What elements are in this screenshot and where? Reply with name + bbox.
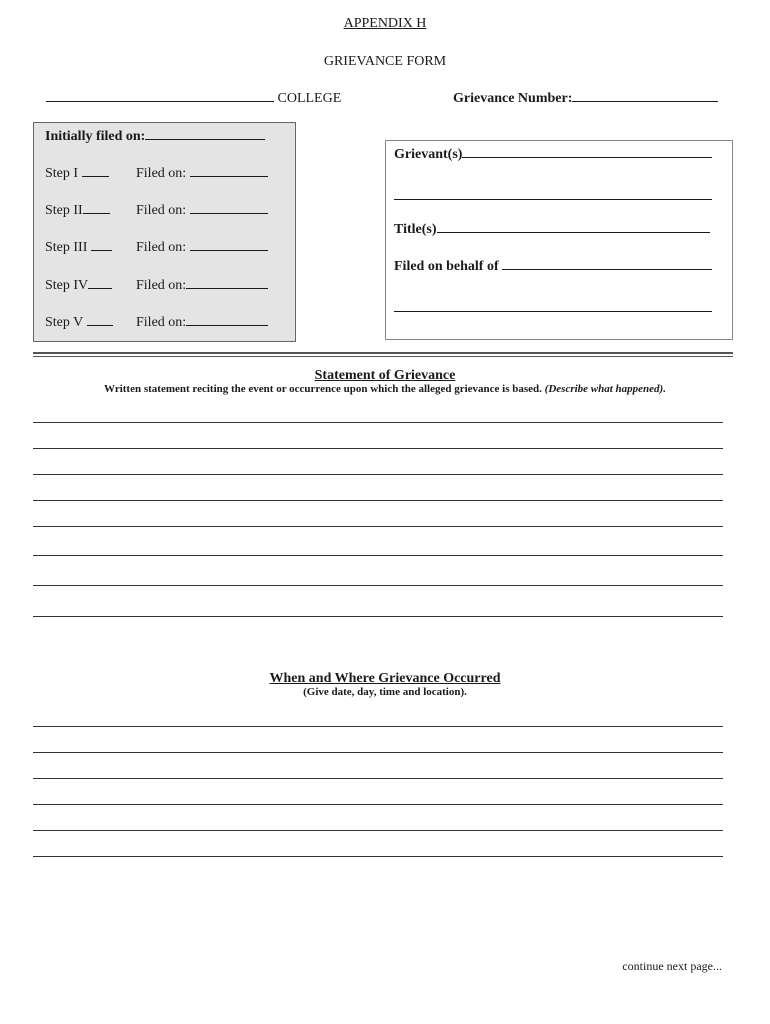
continue-note: continue next page... [622, 959, 722, 973]
when-where-line[interactable] [33, 856, 723, 857]
filed-on-label: Filed on: [136, 315, 187, 330]
grievants-label: Grievant(s) [394, 147, 463, 162]
filed-on-label: Filed on: [136, 203, 187, 218]
step-label: Step I [45, 166, 79, 181]
filed-on-field[interactable] [190, 250, 268, 251]
college-name-field[interactable] [46, 101, 274, 102]
college-label: COLLEGE [277, 91, 342, 106]
filed-on-field[interactable] [186, 288, 268, 289]
step-label: Step II [45, 203, 83, 218]
statement-line[interactable] [33, 500, 723, 501]
initially-filed-row [45, 129, 265, 145]
step-label: Step IV [45, 278, 89, 293]
when-where-heading [0, 669, 770, 687]
behalf-row [394, 259, 712, 275]
statement-line[interactable] [33, 585, 723, 586]
behalf-field[interactable] [502, 269, 712, 270]
behalf-label: Filed on behalf of [394, 259, 499, 274]
when-where-title: When and Where Grievance Occurred [269, 671, 501, 686]
when-where-line[interactable] [33, 830, 723, 831]
step-field[interactable] [83, 213, 110, 214]
form-title: GRIEVANCE FORM [323, 54, 447, 69]
grievants-field[interactable] [462, 157, 712, 158]
step-field[interactable] [91, 250, 112, 251]
titles-label: Title(s) [394, 222, 437, 237]
step-row [45, 203, 268, 219]
step-label: Step V [45, 315, 83, 330]
grievant-info-box [385, 140, 733, 340]
step-field[interactable] [87, 325, 113, 326]
titles-field[interactable] [437, 232, 710, 233]
statement-line[interactable] [33, 526, 723, 527]
when-where-line[interactable] [33, 804, 723, 805]
statement-line[interactable] [33, 474, 723, 475]
filed-on-label: Filed on: [136, 166, 187, 181]
grievants-row [394, 147, 712, 163]
statement-line[interactable] [33, 555, 723, 556]
when-where-line[interactable] [33, 726, 723, 727]
when-where-line[interactable] [33, 778, 723, 779]
initially-filed-label: Initially filed on: [45, 129, 146, 144]
step-label: Step III [45, 240, 88, 255]
filing-dates-box [33, 122, 296, 342]
filed-on-field[interactable] [190, 176, 268, 177]
statement-line[interactable] [33, 616, 723, 617]
filed-on-label: Filed on: [136, 240, 187, 255]
when-where-subtitle: (Give date, day, time and location). [303, 686, 467, 698]
step-row [45, 315, 268, 331]
statement-subtitle-italic: (Describe what happened). [544, 383, 666, 395]
statement-line[interactable] [33, 448, 723, 449]
statement-subtitle: Written statement reciting the event or occurrence upon which the alleged grievance is based. [104, 383, 542, 395]
titles-row [394, 222, 710, 238]
grievants-extra-line[interactable] [394, 199, 712, 200]
college-row [46, 91, 341, 107]
step-field[interactable] [82, 176, 109, 177]
grievance-number-field[interactable] [572, 101, 718, 102]
grievance-number-label: Grievance Number: [453, 91, 573, 106]
grievance-number-row [453, 91, 718, 107]
step-row [45, 278, 268, 294]
section-divider [33, 352, 733, 354]
section-divider [33, 356, 733, 357]
statement-instructions [0, 383, 770, 395]
filed-on-field[interactable] [190, 213, 268, 214]
behalf-extra-line[interactable] [394, 311, 712, 312]
when-where-line[interactable] [33, 752, 723, 753]
statement-line[interactable] [33, 422, 723, 423]
filed-on-label: Filed on: [136, 278, 187, 293]
step-field[interactable] [88, 288, 112, 289]
appendix-heading: APPENDIX H [343, 16, 427, 31]
initially-filed-field[interactable] [145, 139, 265, 140]
step-row [45, 240, 268, 256]
statement-heading [0, 366, 770, 384]
filed-on-field[interactable] [186, 325, 268, 326]
statement-title: Statement of Grievance [314, 368, 456, 383]
step-row [45, 166, 268, 182]
